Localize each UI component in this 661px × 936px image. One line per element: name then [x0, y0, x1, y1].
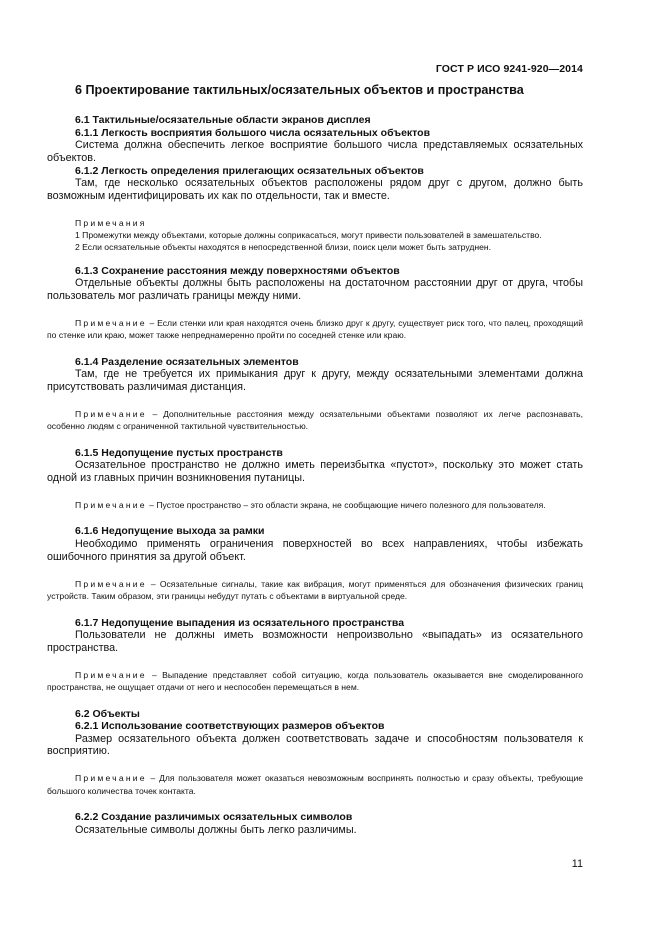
note-text: Дополнительные расстояния между осязательными объектами позволяют их легче распознавать, особенно людям с ограниченной тактильной чувствительностью. — [47, 408, 584, 432]
note-text: Осязательные сигналы, такие как вибрация, могут применяться для обозначения физических границ устройств. Таким образом, эти границы небудут путать с объектами в виртуальной среде. — [47, 578, 583, 602]
section-6-2-1-title: 6.2.1 Использование соответствующих размеров объектов — [75, 720, 385, 733]
section-6-1-1-text: Система должна обеспечить легкое восприятие большого числа представляемых осязательных объектов. — [47, 139, 583, 164]
note-dash: – — [152, 669, 157, 680]
note-label: Примечание — [75, 773, 147, 784]
page-number: 11 — [571, 858, 583, 870]
section-6-1-1-title: 6.1.1 Легкость восприятия большого числа осязательных объектов — [75, 126, 431, 139]
note-label: Примечание — [75, 408, 147, 419]
note-6-1-7 — [47, 669, 583, 694]
notes-heading: Примечания — [75, 217, 147, 228]
note-text: Пустое пространство – это области экрана, не сообщающие ничего полезного для пользователя. — [156, 499, 546, 510]
note-label: Примечание — [75, 578, 147, 589]
note-dash: – — [150, 773, 156, 784]
note-6-2-1 — [47, 772, 583, 797]
note-dash: – — [149, 317, 155, 328]
section-6-2-1-text: Размер осязательного объекта должен соответствовать задаче и способностям пользователя к восприятию. — [47, 732, 583, 758]
note-dash: – — [149, 499, 154, 510]
section-6-1-6-text: Необходимо применять ограничения поверхностей во всех направлениях, чтобы избежать ошибочного принятия за другой объект. — [47, 537, 583, 563]
note-label: Примечание — [75, 499, 147, 510]
chapter-title: 6 Проектирование тактильных/осязательных объектов и пространства — [75, 83, 524, 97]
note-6-1-5 — [47, 499, 583, 512]
section-6-1-2-title: 6.1.2 Легкость определения прилегающих осязательных объектов — [75, 164, 424, 177]
section-6-2-2-title: 6.2.2 Создание различимых осязательных символов — [75, 811, 353, 824]
note-dash: – — [152, 408, 158, 419]
section-6-1-3-text: Отдельные объекты должны быть расположены на достаточном расстоянии друг от друга, чтобы пользователь мог различать границы между ними. — [47, 277, 583, 302]
section-6-1-4-title: 6.1.4 Разделение осязательных элементов — [75, 355, 299, 368]
section-6-1-6-title: 6.1.6 Недопущение выхода за рамки — [75, 525, 265, 538]
section-6-1-4-text: Там, где не требуется их примыкания друг к другу, между осязательными элементами должна присутствовать различимая дистанция. — [47, 368, 583, 394]
section-6-1-5-text: Осязательное пространство не должно иметь переизбытка «пустот», поскольку это может стать одной из главных причин возникновения путаницы. — [47, 459, 583, 485]
section-6-2-2-text: Осязательные символы должны быть легко различимы. — [75, 823, 357, 836]
section-6-1-2-text: Там, где несколько осязательных объектов расположены рядом друг с другом, должно быть возможным идентифицировать их как по отдельности, так и вместе. — [47, 177, 583, 202]
section-6-1-7-title: 6.1.7 Недопущение выпадения из осязательного пространства — [75, 616, 405, 629]
note-6-1-4 — [47, 408, 583, 433]
note-text: Выпадение представляет собой ситуацию, когда пользователь оказывается вне смоделированного пространства, не ощущает отдачи от него и неспособен перемещаться в нем. — [47, 669, 583, 693]
section-6-1-7-text: Пользователи не должны иметь возможности непроизвольно «выпадать» из осязательного пространства. — [47, 629, 583, 654]
section-6-1-5-title: 6.1.5 Недопущение пустых пространств — [75, 446, 283, 459]
note-6-1-3 — [47, 317, 583, 342]
note-label: Примечание — [75, 317, 147, 328]
section-6-2-title: 6.2 Объекты — [75, 707, 140, 720]
note-dash: – — [150, 578, 156, 589]
section-6-1-3-title: 6.1.3 Сохранение расстояния между поверхностями объектов — [75, 264, 400, 277]
page-content — [47, 82, 583, 837]
note-label: Примечание — [75, 669, 147, 680]
note-1: 1 Промежутки между объектами, которые должны соприкасаться, могут привести пользователей в замешательство. — [75, 229, 542, 240]
section-6-1-title: 6.1 Тактильные/осязательные области экранов дисплея — [75, 114, 371, 126]
note-2: 2 Если осязательные объекты находятся в непосредственной близи, поиск цели может быть затруднен. — [75, 242, 492, 253]
standard-header: ГОСТ Р ИСО 9241-920—2014 — [435, 63, 583, 75]
note-text: Для пользователя может оказаться невозможным воспринять полностью и сразу объекты, требующие большого количества точек контакта. — [47, 773, 584, 796]
note-text: Если стенки или края находятся очень близко друг к другу, существует риск того, что палец, проходящий по стенке или краю, может также непреднамеренно пройти по соседней стенке или краю. — [47, 317, 583, 341]
note-6-1-6 — [47, 578, 583, 603]
